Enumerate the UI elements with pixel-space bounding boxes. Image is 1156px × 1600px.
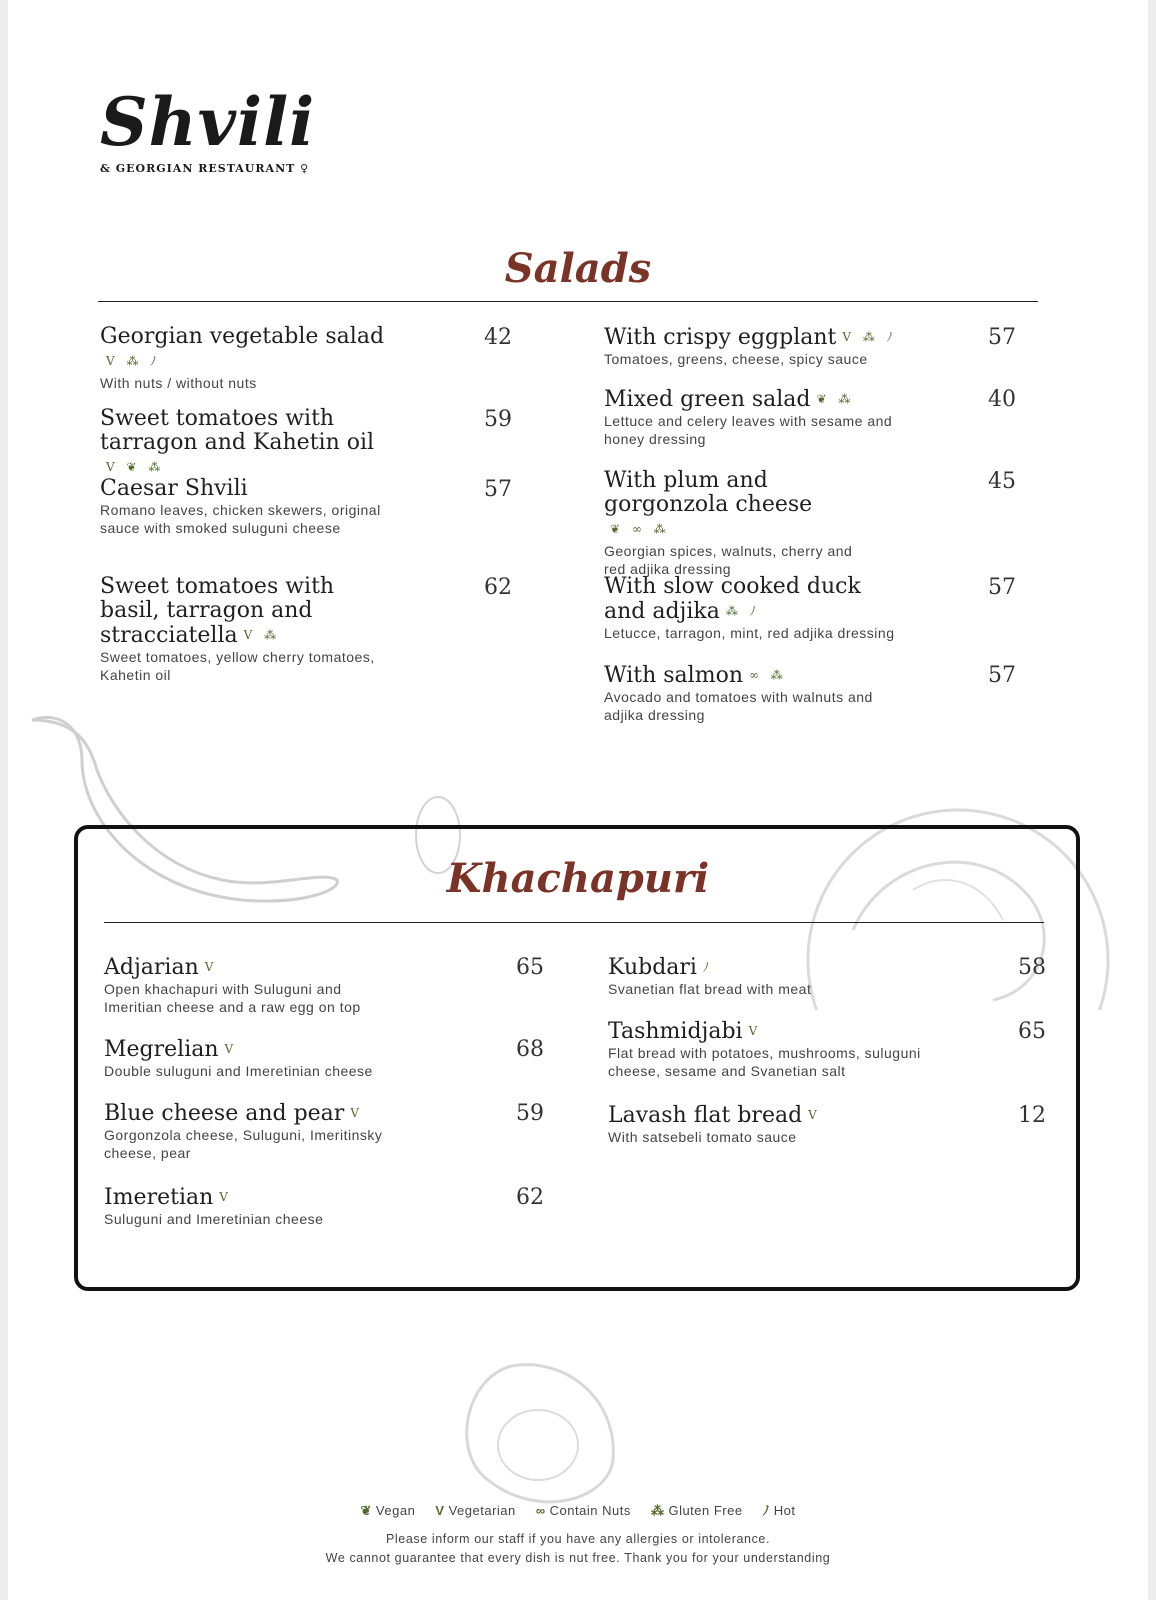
item-description: Georgian spices, walnuts, cherry and red adjika dressing (604, 543, 853, 577)
salads-title: Salads (504, 245, 652, 292)
item-name: Caesar Shvili (100, 476, 248, 501)
item-description: Letucce, tarragon, mint, red adjika dressing (604, 625, 895, 641)
item-price: 59 (516, 1101, 544, 1126)
item-name: Sweet tomatoes with basil, tarragon and stracciatella (100, 574, 335, 648)
item-name: Blue cheese and pear (104, 1101, 345, 1126)
item-price: 65 (516, 955, 544, 980)
diet-icons: V (350, 1106, 363, 1120)
diet-icons: ﾉ (702, 960, 713, 974)
diet-icons: ⁂ ﾉ (725, 604, 760, 618)
legend-label: Vegetarian (448, 1503, 516, 1518)
item-price: 62 (484, 575, 512, 600)
legend-label: Gluten Free (668, 1503, 743, 1518)
diet-icons: ❦ ∞ ⁂ (610, 522, 670, 536)
leaf-icon: ❦ (360, 1503, 372, 1518)
item-name: Tashmidjabi (608, 1019, 743, 1044)
nut-icon: ∞ (535, 1503, 546, 1518)
diet-icons: V (224, 1042, 238, 1056)
menu-page (8, 0, 1148, 1600)
menu-item (604, 325, 1024, 387)
salads-divider (98, 301, 1038, 302)
item-description: Avocado and tomatoes with walnuts and adjika dressing (604, 689, 873, 723)
diet-icons: V (748, 1024, 762, 1038)
menu-item (604, 663, 1024, 733)
menu-item (104, 955, 544, 1037)
item-price: 57 (988, 663, 1016, 688)
diet-icons: ❦ ⁂ (816, 392, 855, 406)
item-price: 57 (988, 325, 1016, 350)
diet-icons: V (808, 1108, 821, 1122)
item-name: With slow cooked duck and adjika (604, 574, 861, 624)
menu-item (100, 407, 510, 477)
item-name: Sweet tomatoes with tarragon and Kahetin oil (100, 406, 375, 455)
diet-icons: V (204, 960, 218, 974)
item-name: Georgian vegetable salad (100, 324, 385, 349)
diet-icons: V ❦ ⁂ (106, 460, 165, 474)
sprout-icon: V (435, 1503, 445, 1518)
menu-item (104, 1037, 544, 1101)
allergy-note: Please inform our staff if you have any allergies or intolerance. (385, 1532, 771, 1546)
item-description: Sweet tomatoes, yellow cherry tomatoes, Kahetin oil (100, 649, 375, 683)
legend-vegetarian (435, 1503, 515, 1518)
logo-wordmark: Shvili (100, 83, 316, 161)
item-description: Double suluguni and Imeretinian cheese (104, 1063, 373, 1079)
diet-icons: V ⁂ ﾉ (842, 330, 897, 344)
item-name: With plum and gorgonzola cheese (604, 468, 813, 517)
item-description: With nuts / without nuts (100, 375, 257, 391)
diet-icons: V ⁂ (243, 628, 281, 642)
item-description: Open khachapuri with Suluguni and Imeritian cheese and a raw egg on top (104, 981, 361, 1015)
diet-icons: ∞ ⁂ (748, 668, 787, 682)
menu-item (604, 469, 1024, 575)
legend-label: Hot (773, 1503, 796, 1518)
menu-item (104, 1185, 544, 1245)
item-name: Mixed green salad (604, 387, 811, 412)
item-price: 59 (484, 407, 512, 432)
menu-item (608, 1103, 1048, 1163)
khachapuri-right-column (608, 955, 1048, 1163)
salads-left-column (100, 325, 510, 695)
menu-item (604, 387, 1024, 469)
restaurant-logo (100, 82, 315, 175)
item-name: Megrelian (104, 1037, 219, 1062)
menu-item (100, 477, 510, 575)
item-price: 12 (1018, 1103, 1046, 1128)
item-name: With salmon (604, 663, 743, 688)
item-name: Kubdari (608, 955, 697, 980)
item-price: 42 (484, 325, 512, 350)
item-name: Imeretian (104, 1185, 214, 1210)
legend-gluten (651, 1503, 743, 1518)
item-name: With crispy eggplant (604, 325, 837, 350)
item-description: Gorgonzola cheese, Suluguni, Imeritinsky cheese, pear (104, 1127, 383, 1161)
diet-icons: V ⁂ ﾉ (106, 354, 161, 368)
menu-item (608, 1019, 1048, 1103)
nut-disclaimer: We cannot guarantee that every dish is nut free. Thank you for your understanding (325, 1551, 831, 1565)
item-price: 65 (1018, 1019, 1046, 1044)
item-price: 57 (484, 477, 512, 502)
menu-item (100, 575, 510, 695)
khachapuri-left-column (104, 955, 544, 1245)
khachapuri-divider (104, 922, 1044, 923)
khachapuri-title: Khachapuri (446, 855, 710, 902)
wheat-icon: ⁂ (650, 1503, 665, 1518)
item-description: Suluguni and Imeretinian cheese (104, 1211, 324, 1227)
diet-icons: V (219, 1190, 232, 1204)
menu-item (608, 955, 1048, 1019)
legend-label: Contain Nuts (549, 1503, 631, 1518)
item-description: Romano leaves, chicken skewers, original sauce with smoked suluguni cheese (100, 502, 381, 536)
item-price: 57 (988, 575, 1016, 600)
item-price: 62 (516, 1185, 544, 1210)
item-description: Lettuce and celery leaves with sesame and honey dressing (604, 413, 893, 447)
menu-item (100, 325, 510, 407)
item-price: 40 (988, 387, 1016, 412)
item-price: 45 (988, 469, 1016, 494)
item-description: With satsebeli tomato sauce (608, 1129, 797, 1145)
logo-subtitle: & GEORGIAN RESTAURANT ♀ (100, 162, 310, 175)
diet-legend (8, 1500, 1148, 1519)
item-price: 68 (516, 1037, 544, 1062)
legend-label: Vegan (375, 1503, 416, 1518)
legend-hot (763, 1503, 796, 1518)
item-description: Svanetian flat bread with meat (608, 981, 812, 997)
chili-icon: ﾉ (762, 1503, 770, 1518)
item-description: Flat bread with potatoes, mushrooms, suluguni cheese, sesame and Svanetian salt (608, 1045, 921, 1079)
menu-item (104, 1101, 544, 1185)
legend-nuts (536, 1503, 631, 1518)
menu-item (604, 575, 1024, 663)
item-description: Tomatoes, greens, cheese, spicy sauce (604, 351, 868, 367)
avocado-sketch-icon (448, 1360, 638, 1510)
legend-vegan (361, 1503, 416, 1518)
item-name: Lavash flat bread (608, 1103, 803, 1128)
salads-right-column (604, 325, 1024, 733)
item-name: Adjarian (104, 955, 199, 980)
item-price: 58 (1018, 955, 1046, 980)
